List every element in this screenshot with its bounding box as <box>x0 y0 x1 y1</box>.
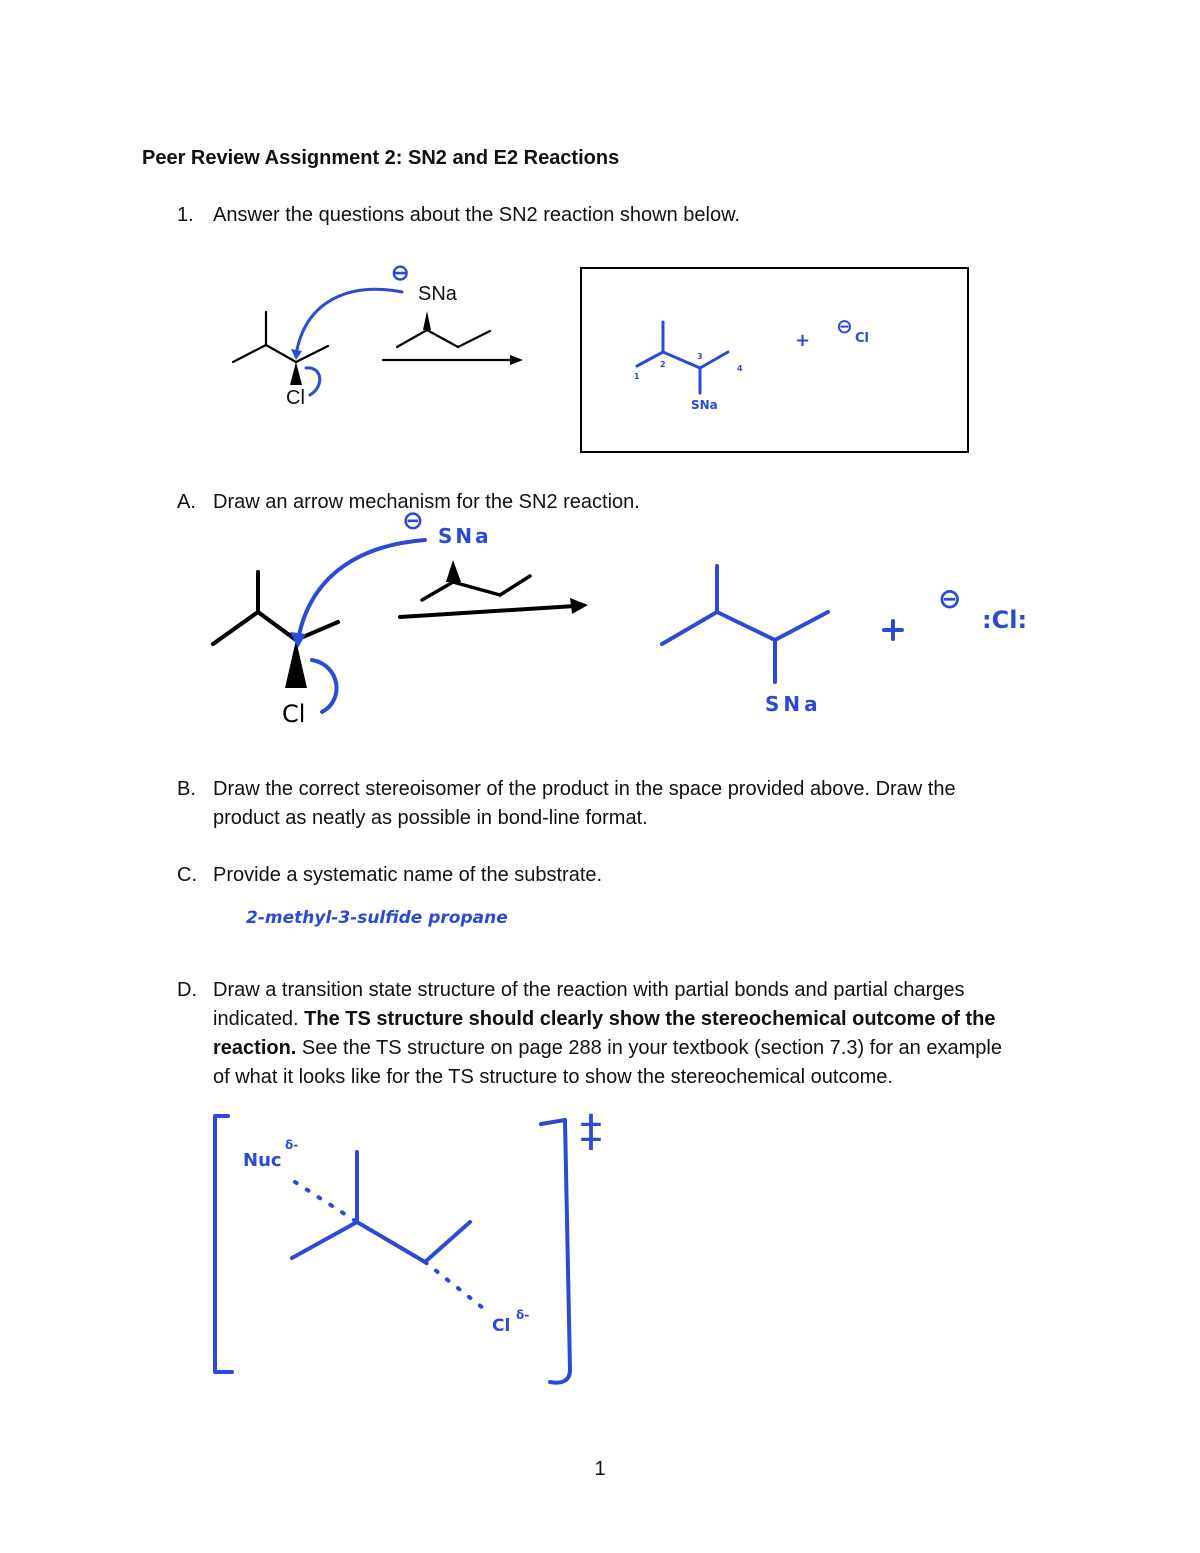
box-number-1: 1 <box>634 372 640 381</box>
box-product-label: SNa <box>691 398 718 412</box>
substrate-structure <box>233 312 328 385</box>
question-1-number: 1. <box>177 204 194 226</box>
mechanism-plus <box>884 621 902 639</box>
mechanism-reagent-charge: ⊖ <box>402 506 424 536</box>
part-d-line-1: Draw a transition state structure of the reaction with partial bonds and partial charges <box>213 979 965 1001</box>
leaving-group-label: Cl <box>286 387 305 409</box>
box-number-3: 3 <box>697 352 703 361</box>
ts-structure <box>292 1152 488 1312</box>
page-number: 1 <box>594 1458 606 1480</box>
part-d-line-2-normal: indicated. <box>213 1008 305 1030</box>
part-a-text: Draw an arrow mechanism for the SN2 reaction. <box>213 491 640 513</box>
part-c-letter: C. <box>177 864 197 886</box>
part-d-letter: D. <box>177 979 197 1001</box>
question-1-text: Answer the questions about the SN2 reaction shown below. <box>213 204 740 226</box>
wedge-bond <box>290 362 302 385</box>
part-b-line-2: product as neatly as possible in bond-line format. <box>213 807 648 829</box>
box-chloride: Cl <box>855 331 869 346</box>
ts-leaving-label: Cl <box>492 1316 511 1336</box>
reagent-structure <box>397 311 490 347</box>
box-plus: + <box>795 330 811 351</box>
page-title: Peer Review Assignment 2: SN2 and E2 Reactions <box>142 147 620 169</box>
mechanism-chloride: :Cl: <box>982 606 1028 634</box>
part-b-letter: B. <box>177 778 196 800</box>
mechanism-leaving-label: Cl <box>282 700 306 728</box>
double-dagger-symbol: ‡ <box>580 1106 602 1157</box>
box-number-4: 4 <box>737 364 743 373</box>
mechanism-leaving-arrow <box>312 660 337 712</box>
ts-nucleophile-delta: δ- <box>285 1138 299 1152</box>
box-number-2: 2 <box>660 360 666 369</box>
part-d-line-2 <box>213 1007 995 1031</box>
ts-leaving-delta: δ- <box>516 1308 530 1322</box>
part-a-letter: A. <box>177 491 196 513</box>
nucleophile-attack-arrow <box>296 289 402 355</box>
ts-nucleophile-label: Nuc <box>243 1150 282 1171</box>
part-d-line-3-normal: See the TS structure on page 288 in your textbook (section 7.3) for an example <box>296 1037 1002 1059</box>
leaving-group-arrow <box>306 368 320 395</box>
part-d-line-2-bold: The TS structure should clearly show the stereochemical outcome of the <box>304 1008 996 1030</box>
mechanism-reagent <box>422 560 530 600</box>
mechanism-reagent-label: SNa <box>438 524 492 548</box>
left-bracket <box>215 1116 232 1372</box>
mechanism-product-label: SNa <box>765 692 822 716</box>
mechanism-chloride-charge: ⊖ <box>938 582 962 615</box>
reagent-label: SNa <box>418 283 457 305</box>
part-c-answer: 2-methyl-3-sulfide propane <box>246 908 508 928</box>
right-bracket <box>541 1120 570 1383</box>
part-d-line-4: of what it looks like for the TS structure to show the stereochemical outcome. <box>213 1066 893 1088</box>
part-d-line-3 <box>213 1036 1002 1060</box>
part-c-text: Provide a systematic name of the substrate. <box>213 864 603 886</box>
box-charge: ⊖ <box>836 314 853 338</box>
reagent-charge: ⊖ <box>391 260 410 285</box>
answer-box <box>581 268 968 452</box>
mechanism-product <box>662 566 828 682</box>
part-b-line-1: Draw the correct stereoisomer of the product in the space provided above. Draw the <box>213 778 956 800</box>
box-product-structure <box>637 322 728 393</box>
part-d-line-3-bold: reaction. <box>213 1037 297 1059</box>
mechanism-arrow <box>400 606 575 617</box>
mechanism-attack-arrow <box>298 540 425 640</box>
